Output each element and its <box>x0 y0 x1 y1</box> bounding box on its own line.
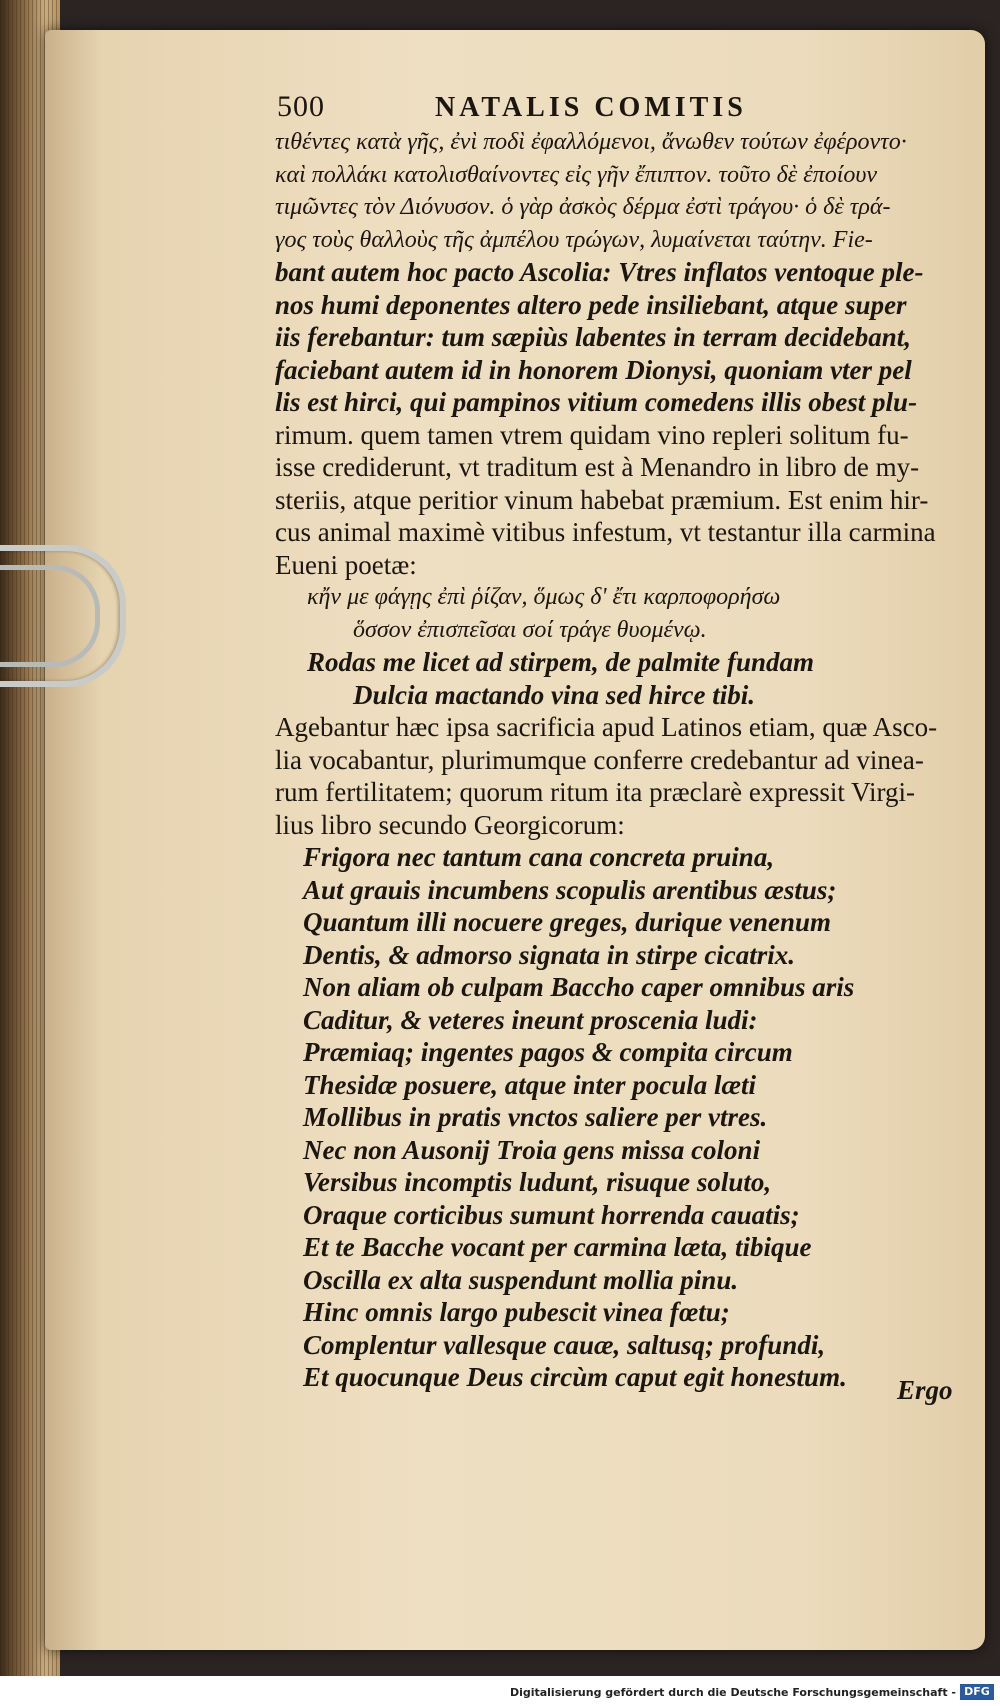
text-line: Oscilla ex alta suspendunt mollia pinu. <box>303 1264 739 1295</box>
text-line: Non aliam ob culpam Baccho caper omnibus aris <box>303 972 855 1002</box>
text-line: γος τοὺς θαλλοὺς τῆς ἀμπέλου τρώγων, λυμαίνεται ταύτην. Fie- <box>275 226 873 253</box>
text-line: cus animal maximè vitibus infestum, vt testantur illa carmina <box>275 517 936 547</box>
text-line: nos humi deponentes altero pede insiliebant, atque super <box>275 289 907 320</box>
text-line: καὶ πολλάκι κατολισθαίνοντες εἰς γῆν ἔπιπτον. τοῦτο δὲ ἐποίουν <box>275 161 878 188</box>
text-line: Agebantur hæc ipsa sacrificia apud Latinos etiam, quæ Asco- <box>275 712 938 742</box>
text-line: faciebant autem id in honorem Dionysi, quoniam vter pel <box>275 354 912 385</box>
text-line: ὅσσον ἐπισπεῖσαι σοί τράγε θυομένῳ. <box>353 616 707 643</box>
text-line: κἤν με φάγῃς ἐπὶ ῥίζαν, ὅμως δ' ἔτι καρποφορήσω <box>307 584 781 610</box>
page-number: 500 <box>277 90 325 123</box>
page-text-block <box>275 90 965 1394</box>
text-line: lis est hirci, qui pampinos vitium comedens illis obest plu- <box>275 387 918 417</box>
text-line: bant autem hoc pacto Ascolia: Vtres inflatos ventoque ple- <box>275 257 924 287</box>
text-line: Nec non Ausonij Troia gens missa coloni <box>303 1134 761 1165</box>
text-line: Versibus incomptis ludunt, risuque soluto, <box>303 1167 772 1197</box>
text-line: Et quocunque Deus circùm caput egit honestum. <box>303 1362 847 1392</box>
text-line: rum fertilitatem; quorum ritum ita præclarè expressit Virgi- <box>275 777 915 807</box>
dfg-logo: DFG <box>960 1684 994 1700</box>
text-line: Complentur vallesque cauæ, saltusq; profundi, <box>303 1329 826 1360</box>
text-line: Quantum illi nocuere greges, durique venenum <box>303 907 832 937</box>
text-line: isse crediderunt, vt traditum est à Menandro in libro de my- <box>275 452 920 482</box>
text-line: Aut grauis incumbens scopulis arentibus æstus; <box>303 874 837 905</box>
text-line: iis ferebantur: tum sæpiùs labentes in terram decidebant, <box>275 322 912 352</box>
text-line: rimum. quem tamen vtrem quidam vino repleri solitum fu- <box>275 419 909 450</box>
text-line: Dulcia mactando vina sed hirce tibi. <box>353 679 755 710</box>
text-line: Mollibus in pratis vnctos saliere per vtres. <box>303 1102 768 1132</box>
paper-clip-inner-loop <box>0 565 100 667</box>
footer-bar <box>0 1676 1000 1706</box>
text-line: Hinc omnis largo pubescit vinea fœtu; <box>303 1297 730 1327</box>
text-line: Caditur, & veteres ineunt proscenia ludi: <box>303 1004 758 1035</box>
text-line: lia vocabantur, plurimumque conferre credebantur ad vinea- <box>275 744 924 775</box>
text-line: Dentis, & admorso signata in stirpe cicatrix. <box>303 939 796 970</box>
text-line: Præmiaq; ingentes pagos & compita circum <box>303 1037 793 1067</box>
running-header <box>277 90 965 126</box>
text-lines <box>275 126 965 1394</box>
running-title: NATALIS COMITIS <box>435 92 747 123</box>
text-line: Eueni poetæ: <box>275 549 417 580</box>
text-line: τιθέντες κατὰ γῆς, ἐνὶ ποδὶ ἐφαλλόμενοι, ἄνωθεν τούτων ἐφέροντο· <box>275 129 907 155</box>
catchword: Ergo <box>897 1375 953 1405</box>
text-line: Frigora nec tantum cana concreta pruina, <box>303 842 775 872</box>
text-line: lius libro secundo Georgicorum: <box>275 809 625 840</box>
text-line: Et te Bacche vocant per carmina læta, tibique <box>303 1232 812 1262</box>
text-line: τιμῶντες τὸν Διόνυσον. ὁ γὰρ ἀσκὸς δέρμα ἐστὶ τράγου· ὁ δὲ τρά- <box>275 194 891 220</box>
text-line: Rodas me licet ad stirpem, de palmite fundam <box>307 647 814 677</box>
text-line: steriis, atque peritior vinum habebat præmium. Est enim hir- <box>275 484 929 515</box>
text-line: Oraque corticibus sumunt horrenda cauatis; <box>303 1199 800 1230</box>
funding-credit: Digitalisierung gefördert durch die Deutsche Forschungsgemeinschaft - <box>509 1686 956 1699</box>
text-line: Thesidæ posuere, atque inter pocula læti <box>303 1069 757 1100</box>
